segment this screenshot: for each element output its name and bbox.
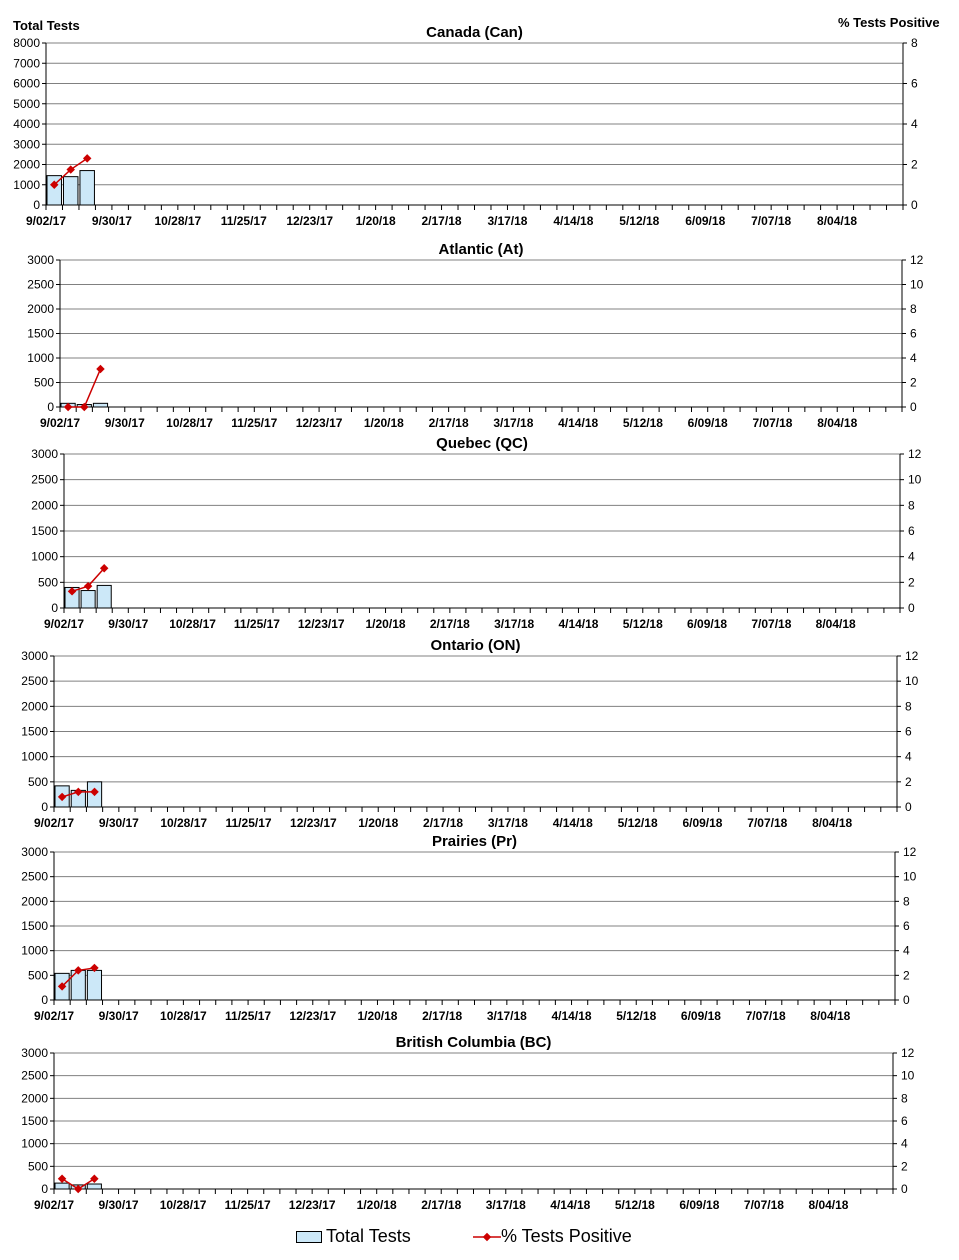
y-tick-label: 2000 xyxy=(31,498,58,513)
x-tick-label: 2/17/18 xyxy=(423,816,464,830)
y2-tick-label: 0 xyxy=(908,601,915,615)
y2-tick-label: 4 xyxy=(905,749,912,764)
y2-tick-label: 10 xyxy=(910,277,924,292)
y-tick-label: 1500 xyxy=(21,919,48,933)
y-tick-label: 2500 xyxy=(21,869,48,884)
y2-tick-label: 12 xyxy=(908,447,922,461)
y-tick-label: 2000 xyxy=(21,894,48,909)
chart-title: Ontario (ON) xyxy=(430,637,521,654)
y-tick-label: 1500 xyxy=(21,724,48,739)
x-tick-label: 1/20/18 xyxy=(356,1198,397,1212)
y2-tick-label: 2 xyxy=(910,375,917,390)
x-tick-label: 10/28/17 xyxy=(154,214,202,228)
x-tick-label: 10/28/17 xyxy=(166,416,213,430)
y-tick-label: 2000 xyxy=(21,1091,48,1106)
x-tick-label: 12/23/17 xyxy=(295,416,343,430)
x-tick-label: 6/09/18 xyxy=(687,617,728,631)
y-tick-label: 3000 xyxy=(27,253,54,267)
y-tick-label: 4000 xyxy=(13,117,40,131)
chart-title: Prairies (Pr) xyxy=(431,833,518,850)
x-tick-label: 11/25/17 xyxy=(225,816,272,830)
y2-tick-label: 8 xyxy=(908,498,915,513)
y2-tick-label: 6 xyxy=(910,326,917,341)
y-tick-label: 0 xyxy=(41,1182,48,1196)
x-tick-label: 11/25/17 xyxy=(233,617,280,631)
y-tick-label: 8000 xyxy=(13,36,40,50)
bar xyxy=(80,171,94,205)
x-tick-label: 11/25/17 xyxy=(220,214,267,228)
y-tick-label: 0 xyxy=(47,400,54,414)
y2-tick-label: 8 xyxy=(905,699,912,714)
bar xyxy=(63,177,77,205)
y-tick-label: 0 xyxy=(33,198,40,212)
y-tick-label: 6000 xyxy=(13,76,40,91)
legend-total-tests xyxy=(296,1226,411,1247)
y2-tick-label: 0 xyxy=(901,1182,908,1196)
bar xyxy=(97,585,111,608)
chart-panel xyxy=(13,24,918,228)
y-tick-label: 7000 xyxy=(13,56,40,71)
bar xyxy=(55,1183,69,1189)
x-tick-label: 3/17/18 xyxy=(487,816,528,830)
x-tick-label: 12/23/17 xyxy=(297,617,345,631)
x-tick-label: 1/20/18 xyxy=(365,617,406,631)
x-tick-label: 8/04/18 xyxy=(817,214,858,228)
y-tick-label: 2500 xyxy=(27,277,54,292)
x-tick-label: 3/17/18 xyxy=(487,214,528,228)
x-tick-label: 4/14/18 xyxy=(550,1198,591,1212)
y2-tick-label: 6 xyxy=(905,724,912,739)
x-tick-label: 10/28/17 xyxy=(159,1198,207,1212)
y2-tick-label: 10 xyxy=(905,674,919,689)
y2-tick-label: 6 xyxy=(911,76,918,91)
y2-tick-label: 6 xyxy=(903,919,910,933)
x-tick-label: 9/02/17 xyxy=(33,1198,75,1212)
y2-tick-label: 2 xyxy=(911,157,918,172)
legend-bar-swatch xyxy=(296,1231,322,1243)
y2-tick-label: 10 xyxy=(901,1068,915,1083)
x-tick-label: 12/23/17 xyxy=(289,1009,337,1023)
x-tick-label: 2/17/18 xyxy=(428,416,469,430)
y-tick-label: 3000 xyxy=(31,447,58,461)
y-tick-label: 1500 xyxy=(31,524,58,538)
x-tick-label: 1/20/18 xyxy=(358,816,399,830)
y2-tick-label: 4 xyxy=(901,1136,908,1151)
y2-tick-label: 4 xyxy=(910,351,917,365)
y-tick-label: 0 xyxy=(41,800,48,814)
y2-tick-label: 10 xyxy=(903,869,917,884)
y-tick-label: 3000 xyxy=(21,649,48,663)
y-tick-label: 2500 xyxy=(21,1068,48,1083)
x-tick-label: 5/12/18 xyxy=(614,1198,655,1212)
x-tick-label: 4/14/18 xyxy=(558,617,599,631)
y-tick-label: 500 xyxy=(37,575,58,590)
y-tick-label: 2000 xyxy=(27,302,54,316)
x-tick-label: 10/28/17 xyxy=(160,1009,207,1023)
pct-positive-point xyxy=(58,1175,66,1183)
y-tick-label: 2000 xyxy=(21,699,48,714)
y-tick-label: 1000 xyxy=(27,351,54,365)
y2-tick-label: 2 xyxy=(905,774,912,789)
y2-tick-label: 4 xyxy=(911,117,918,131)
y2-tick-label: 2 xyxy=(901,1159,908,1174)
x-tick-label: 8/04/18 xyxy=(812,816,853,830)
legend-pct-positive-label: % Tests Positive xyxy=(501,1226,632,1246)
chart-panel xyxy=(21,637,918,830)
y-tick-label: 500 xyxy=(27,774,48,789)
bar xyxy=(81,591,95,608)
x-tick-label: 12/23/17 xyxy=(290,816,337,830)
pct-positive-line xyxy=(68,369,100,407)
x-tick-label: 8/04/18 xyxy=(808,1198,849,1212)
x-tick-label: 4/14/18 xyxy=(558,416,599,430)
x-tick-label: 6/09/18 xyxy=(679,1198,720,1212)
chart-panel xyxy=(21,833,916,1023)
x-tick-label: 2/17/18 xyxy=(421,1198,462,1212)
x-tick-label: 5/12/18 xyxy=(622,416,663,430)
pct-positive-point xyxy=(90,1175,98,1183)
x-tick-label: 11/25/17 xyxy=(225,1009,272,1023)
legend-pct-positive xyxy=(473,1226,632,1247)
y-tick-label: 1500 xyxy=(21,1114,48,1128)
x-tick-label: 8/04/18 xyxy=(810,1009,851,1023)
x-tick-label: 8/04/18 xyxy=(815,617,856,631)
x-tick-label: 9/30/17 xyxy=(98,816,139,830)
x-tick-label: 6/09/18 xyxy=(685,214,726,228)
y2-tick-label: 12 xyxy=(905,649,919,663)
y2-tick-label: 4 xyxy=(903,943,910,958)
y2-tick-label: 12 xyxy=(901,1046,915,1060)
y-tick-label: 1000 xyxy=(21,943,48,958)
y-tick-label: 1000 xyxy=(21,1136,48,1151)
y2-tick-label: 4 xyxy=(908,549,915,564)
y-tick-label: 5000 xyxy=(13,96,40,111)
x-tick-label: 4/14/18 xyxy=(552,816,593,830)
x-tick-label: 1/20/18 xyxy=(363,416,404,430)
y2-tick-label: 0 xyxy=(911,198,918,212)
y-tick-label: 500 xyxy=(27,968,48,983)
x-tick-label: 5/12/18 xyxy=(617,816,658,830)
x-tick-label: 6/09/18 xyxy=(680,1009,721,1023)
y-tick-label: 3000 xyxy=(21,845,48,859)
chart-title: Canada (Can) xyxy=(426,24,523,41)
x-tick-label: 12/23/17 xyxy=(286,214,334,228)
x-tick-label: 7/07/18 xyxy=(751,214,792,228)
y-tick-label: 3000 xyxy=(13,137,40,152)
y2-tick-label: 2 xyxy=(908,575,915,590)
x-tick-label: 1/20/18 xyxy=(355,214,396,228)
x-tick-label: 3/17/18 xyxy=(486,1009,527,1023)
y2-tick-label: 12 xyxy=(903,845,917,859)
y-tick-label: 1000 xyxy=(31,549,58,564)
y-tick-label: 1000 xyxy=(21,749,48,764)
x-tick-label: 11/25/17 xyxy=(231,416,278,430)
x-tick-label: 3/17/18 xyxy=(485,1198,526,1212)
x-tick-label: 2/17/18 xyxy=(422,1009,463,1023)
x-tick-label: 9/30/17 xyxy=(91,214,132,228)
x-tick-label: 2/17/18 xyxy=(421,214,462,228)
y2-tick-label: 8 xyxy=(903,894,910,909)
y-tick-label: 2500 xyxy=(21,674,48,689)
left-axis-title: Total Tests xyxy=(13,18,80,33)
y-tick-label: 2000 xyxy=(13,157,40,172)
x-tick-label: 7/07/18 xyxy=(743,1198,784,1212)
x-tick-label: 9/30/17 xyxy=(98,1198,139,1212)
y-tick-label: 1500 xyxy=(27,326,54,341)
chart-panel xyxy=(21,1034,914,1212)
right-axis-title: % Tests Positive xyxy=(838,15,940,30)
x-tick-label: 9/02/17 xyxy=(39,416,81,430)
x-tick-label: 4/14/18 xyxy=(551,1009,592,1023)
x-tick-label: 7/07/18 xyxy=(751,617,792,631)
y-tick-label: 500 xyxy=(27,1159,48,1174)
y2-tick-label: 8 xyxy=(901,1091,908,1106)
x-tick-label: 6/09/18 xyxy=(682,816,723,830)
chart-title: British Columbia (BC) xyxy=(395,1034,552,1051)
x-tick-label: 5/12/18 xyxy=(616,1009,657,1023)
x-tick-label: 1/20/18 xyxy=(357,1009,398,1023)
y2-tick-label: 0 xyxy=(903,993,910,1007)
bar xyxy=(87,970,101,1000)
pct-positive-point xyxy=(83,154,91,162)
pct-positive-point xyxy=(96,365,104,373)
y2-tick-label: 0 xyxy=(910,400,917,414)
bar xyxy=(87,1184,101,1189)
x-tick-label: 9/02/17 xyxy=(33,1009,75,1023)
y2-tick-label: 8 xyxy=(911,36,918,50)
y-tick-label: 1000 xyxy=(13,177,40,192)
x-tick-label: 9/30/17 xyxy=(104,416,145,430)
x-tick-label: 9/02/17 xyxy=(25,214,67,228)
chart-panel xyxy=(31,435,921,631)
x-tick-label: 4/14/18 xyxy=(553,214,594,228)
x-tick-label: 2/17/18 xyxy=(429,617,470,631)
pct-positive-point xyxy=(80,403,88,411)
chart-title: Quebec (QC) xyxy=(436,435,528,452)
chart-panel xyxy=(27,241,923,430)
x-tick-label: 9/02/17 xyxy=(43,617,85,631)
y-tick-label: 500 xyxy=(33,375,54,390)
x-tick-label: 9/02/17 xyxy=(33,816,75,830)
legend-total-tests-label: Total Tests xyxy=(326,1226,411,1246)
x-tick-label: 7/07/18 xyxy=(752,416,793,430)
y2-tick-label: 12 xyxy=(910,253,924,267)
bar xyxy=(93,403,107,407)
y2-tick-label: 6 xyxy=(901,1114,908,1128)
x-tick-label: 9/30/17 xyxy=(98,1009,139,1023)
x-tick-label: 6/09/18 xyxy=(687,416,728,430)
x-tick-label: 3/17/18 xyxy=(494,617,535,631)
x-tick-label: 10/28/17 xyxy=(169,617,216,631)
chart-title: Atlantic (At) xyxy=(438,241,524,258)
x-tick-label: 7/07/18 xyxy=(747,816,788,830)
y2-tick-label: 8 xyxy=(910,302,917,316)
y-tick-label: 0 xyxy=(41,993,48,1007)
x-tick-label: 10/28/17 xyxy=(160,816,208,830)
x-tick-label: 8/04/18 xyxy=(817,416,858,430)
x-tick-label: 3/17/18 xyxy=(493,416,534,430)
x-tick-label: 5/12/18 xyxy=(622,617,663,631)
x-tick-label: 11/25/17 xyxy=(224,1198,271,1212)
y-tick-label: 0 xyxy=(51,601,58,615)
x-tick-label: 9/30/17 xyxy=(108,617,149,631)
y2-tick-label: 0 xyxy=(905,800,912,814)
y-tick-label: 2500 xyxy=(31,472,58,487)
x-tick-label: 7/07/18 xyxy=(745,1009,786,1023)
y2-tick-label: 10 xyxy=(908,472,922,487)
x-tick-label: 5/12/18 xyxy=(619,214,660,228)
y2-tick-label: 2 xyxy=(903,968,910,983)
y2-tick-label: 6 xyxy=(908,524,915,538)
y-tick-label: 3000 xyxy=(21,1046,48,1060)
legend-line-swatch xyxy=(473,1231,501,1243)
x-tick-label: 12/23/17 xyxy=(288,1198,336,1212)
